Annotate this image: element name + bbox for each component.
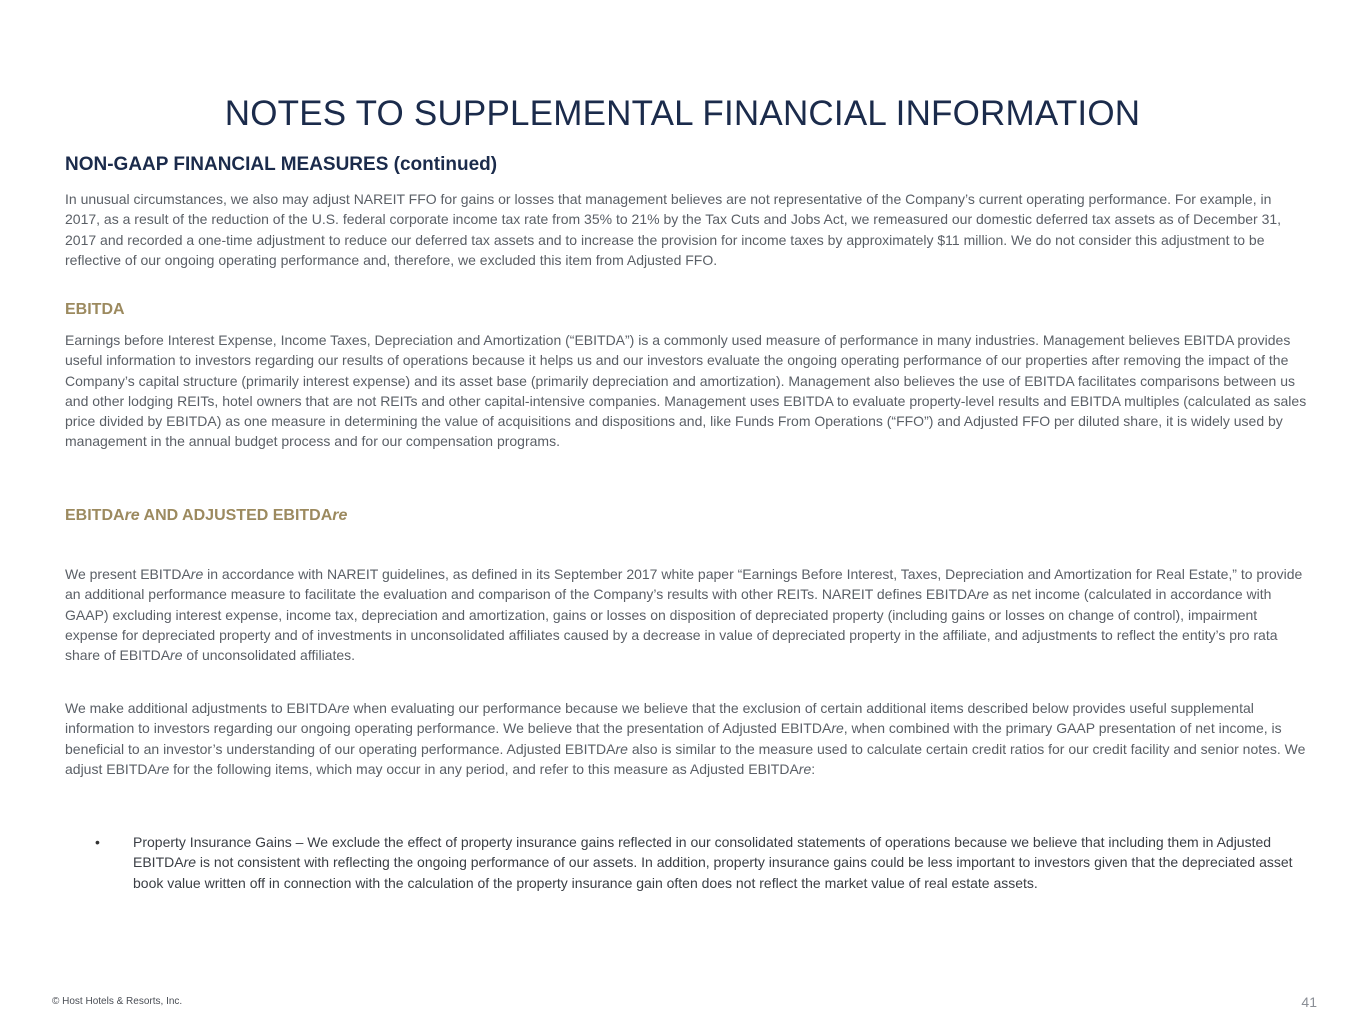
text-run: when evaluating our performance because we believe that the exclusion of certain additional items described below provides useful supplemental information to investors regarding our ongoing operating performance. We believe that the presentation of Adjusted EBITDA [65, 700, 1254, 737]
text-run: of unconsolidated affiliates. [182, 647, 356, 664]
italic-run: re [831, 720, 844, 737]
text-run: We present EBITDA [65, 566, 191, 582]
text-run: : [811, 760, 816, 777]
heading-italic-part: re [124, 507, 140, 524]
page-title: NOTES TO SUPPLEMENTAL FINANCIAL INFORMATION [224, 94, 1141, 133]
italic-run: re [183, 854, 197, 871]
bullet-item [95, 832, 1310, 893]
text-run: Property Insurance Gains – We exclude the effect of property insurance gains reflected in our consolidated statements of operations because we believe that including them in Adjusted EBITDA [133, 834, 1272, 871]
footer-copyright: © Host Hotels & Resorts, Inc. [52, 996, 183, 1007]
adjustments-paragraph [65, 698, 1310, 779]
text-run: for the following items, which may occur in any period, and refer to this measure as Adjusted EBITDA [169, 760, 799, 777]
italic-run: re [190, 566, 204, 582]
italic-run: re [170, 647, 183, 664]
intro-paragraph: In unusual circumstances, we also may adjust NAREIT FFO for gains or losses that management believes are not representative of the Company’s current operating performance. For example, in 2017, as a result of the reduction of the U.S. federal corporate income tax rate from 35% to 21% by the Tax Cuts and Jobs Act, we remeasured our domestic deferred tax assets as of December 31, 2017 and recorded a one-time adjustment to reduce our deferred tax assets and to increase the provision for income taxes by approximately $11 million. We do not consider this adjustment to be reflective of our ongoing operating performance and, therefore, we excluded this item from Adjusted FFO. [65, 191, 1282, 268]
italic-run: re [337, 700, 350, 716]
heading-part: EBITDA [65, 507, 125, 524]
text-run: , when combined with the primary GAAP presentation of net income, is beneficial to an investor’s understanding of our operating performance. Adjusted EBITDA [65, 720, 1282, 757]
bullet-text [133, 832, 1310, 893]
ebitdare-paragraph [65, 564, 1310, 665]
text-run: We make additional adjustments to EBITDA [65, 700, 338, 716]
text-run: in accordance with NAREIT guidelines, as defined in its September 2017 white paper “Earnings Before Interest, Taxes, Depreciation and Amortization for Real Estate,” to provide an additional performance measure to facilitate the evaluation and comparison of the Company’s results with other REITs. NAREIT defines EBITDA [65, 566, 1303, 603]
italic-run: re [156, 760, 170, 777]
italic-run: re [798, 760, 812, 777]
heading-italic-part: re [332, 507, 348, 524]
ebitdare-heading [65, 507, 347, 525]
ebitda-paragraph: Earnings before Interest Expense, Income Taxes, Depreciation and Amortization (“EBITDA”) is a commonly used measure of performance in many industries. Management believes EBITDA provides useful information to investors regarding our results of operations because it helps us and our investors evaluate the ongoing operating performance of our properties after removing the impact of the Company’s capital structure (primarily interest expense) and its asset base (primarily depreciation and amortization). Management also believes the use of EBITDA facilitates comparisons between us and other lodging REITs, hotel owners that are not REITs and other capital-intensive companies. Management uses EBITDA to evaluate property-level results and EBITDA multiples (calculated as sales price divided by EBITDA) as one measure in determining the value of acquisitions and dispositions and, like Funds From Operations (“FFO”) and Adjusted FFO per diluted share, it is widely used by management in the annual budget process and for our compensation programs. [65, 332, 1307, 450]
ebitda-heading: EBITDA [65, 301, 125, 318]
text-run: as net income (calculated in accordance with GAAP) excluding interest expense, income tax, depreciation and amortization, gains or losses on disposition of depreciated property (including gains or losses on change of control), impairment expense for depreciated property and of investments in unconsolidated affiliates caused by a decrease in value of depreciated property in the affiliate, and adjustments to reflect the entity’s pro rata share of EBITDA [65, 586, 1278, 664]
heading-part: AND ADJUSTED EBITDA [139, 507, 333, 524]
text-run: is not consistent with reflecting the ongoing performance of our assets. In addition, property insurance gains could be less important to investors given that the depreciated asset book value written off in connection with the calculation of the property insurance gain often does not reflect the market value of real estate assets. [133, 854, 1293, 891]
italic-run: re [615, 740, 628, 757]
section-heading: NON-GAAP FINANCIAL MEASURES (continued) [65, 154, 498, 175]
page-number: 41 [1301, 994, 1317, 1010]
bullet-marker: • [95, 834, 100, 850]
text-run: also is similar to the measure used to calculate certain credit ratios for our credit facility and senior notes. We adjust EBITDA [65, 740, 1306, 777]
italic-run: re [976, 586, 989, 603]
